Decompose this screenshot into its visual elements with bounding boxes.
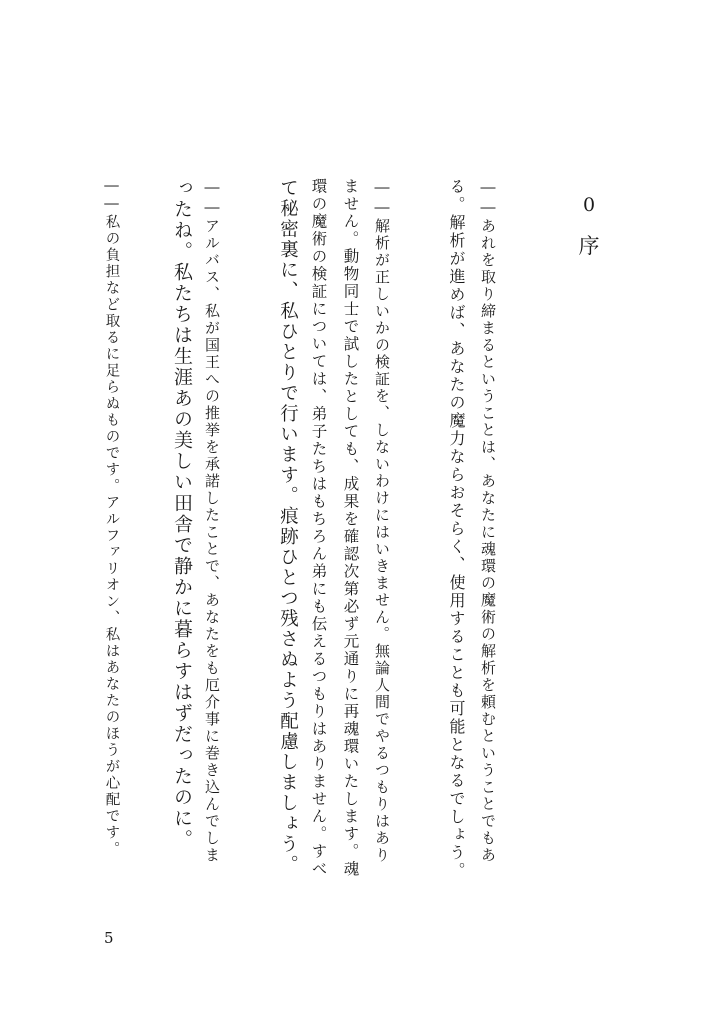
text-line: ――あれを取り締まるということは、あなたに魂環の魔術の解析を頼むということでもあ xyxy=(479,178,497,864)
text-line: ――私の負担など取るに足らぬものです。アルファリオン、私はあなたのほうが心配です。 xyxy=(103,178,120,858)
text-line: 環の魔術の検証については、弟子たちはもちろん弟にも伝えるつもりはありません。すべ xyxy=(309,178,328,878)
text-line: ――解析が正しいかの検証を、しないわけにはいきません。無論人間でやるつもりはあり xyxy=(373,178,391,864)
text-line: ったね。私たちは生涯あの美しい田舎で静かに暮らすはずだったのに。 xyxy=(171,178,193,850)
text-line: ――アルバス、私が国王への推挙を承諾したことで、あなたをも厄介事に巻き込んでしま xyxy=(203,178,221,864)
chapter-number: 0 xyxy=(582,194,596,216)
text-line: て秘密裏に、私ひとりで行います。痕跡ひとつ残さぬよう配慮しましょう。 xyxy=(277,178,299,875)
page-number: 5 xyxy=(104,929,114,947)
text-line: ません。動物同士で試したとしても、成果を確認次第必ず元通りに再魂環いたします。魂 xyxy=(341,178,360,878)
text-line: る。解析が進めば、あなたの魔力ならおそらく、使用することも可能となるでしょう。 xyxy=(447,178,466,880)
chapter-title: 序 xyxy=(578,234,600,258)
